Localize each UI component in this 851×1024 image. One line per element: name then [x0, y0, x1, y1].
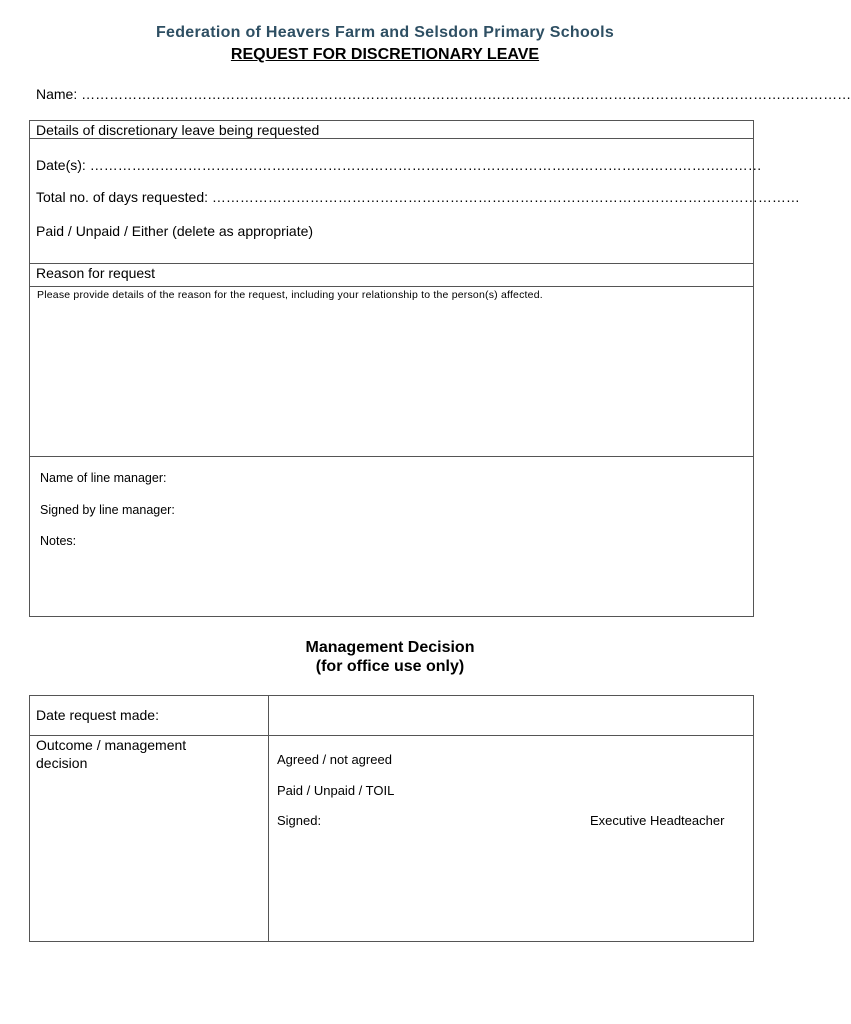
outcome-label: [36, 736, 186, 772]
divider: [29, 456, 754, 457]
dates-label: Date(s):: [36, 157, 90, 173]
paid-options[interactable]: Paid / Unpaid / Either (delete as appropriate): [36, 223, 314, 239]
divider: [29, 286, 754, 287]
outcome-label-line1: Outcome / management: [36, 737, 187, 753]
column-divider: [268, 695, 269, 942]
line-manager-signed-label: Signed by line manager:: [40, 503, 175, 517]
line-manager-name-label: Name of line manager:: [40, 471, 167, 485]
management-decision-title: Management Decision: [305, 639, 475, 656]
divider: [29, 138, 754, 139]
days-dots: ………………………………………………………………………………………………………………: [211, 189, 800, 205]
dates-field[interactable]: [36, 157, 762, 173]
outcome-label-line2: decision: [36, 755, 88, 771]
organisation-name: Federation of Heavers Farm and Selsdon Primary Schools: [155, 24, 615, 41]
signed-label: Signed:: [277, 813, 322, 828]
reason-instructions: Please provide details of the reason for the request, including your relationship to the person(s) affected.: [37, 289, 543, 301]
dates-dots: ………………………………………………………………………………………………………………………………: [89, 157, 762, 173]
form-title: REQUEST FOR DISCRETIONARY LEAVE: [230, 46, 540, 63]
divider: [29, 263, 754, 264]
date-request-label: Date request made:: [36, 707, 159, 723]
management-decision-heading: [200, 638, 580, 676]
name-dots: …………………………………………………………………………………………………………………………………………………: [81, 86, 851, 102]
name-label: Name:: [36, 86, 82, 102]
days-requested-field[interactable]: [36, 189, 800, 205]
reason-text-area[interactable]: [30, 302, 753, 455]
notes-label: Notes:: [40, 534, 77, 548]
signer-role: Executive Headteacher: [590, 813, 725, 828]
reason-heading: Reason for request: [36, 265, 156, 281]
days-label: Total no. of days requested:: [36, 189, 212, 205]
date-request-value-cell[interactable]: [270, 697, 752, 734]
paid-unpaid-toil-options[interactable]: Paid / Unpaid / TOIL: [277, 783, 395, 798]
name-field[interactable]: [36, 86, 851, 102]
agreed-options[interactable]: Agreed / not agreed: [277, 752, 392, 767]
details-heading: Details of discretionary leave being requested: [36, 122, 320, 138]
office-use-note: (for office use only): [315, 658, 465, 675]
